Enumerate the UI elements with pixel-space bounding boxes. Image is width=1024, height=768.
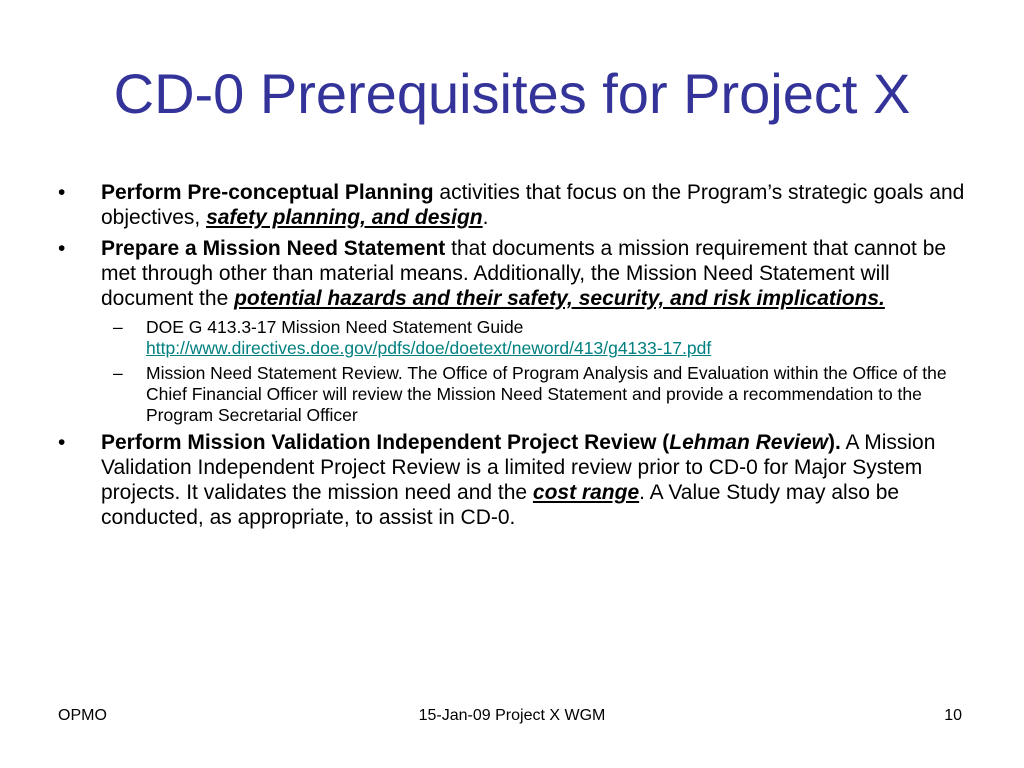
footer-page-number: 10 [944, 707, 962, 724]
bullet-text: activities that focus on the Program’s strategic goals and objectives, [101, 181, 965, 229]
emphasis-text: cost range [532, 481, 640, 504]
bullet-heading: Perform Mission Validation Independent Project Review ( [101, 431, 670, 454]
bullet-text-end: . [482, 206, 489, 229]
slide-body [58, 180, 970, 536]
bullet-marker: • [58, 181, 66, 204]
bullet-text: A Mission Validation Independent Project Review is a limited review prior to CD-0 for Major System projects. It validates the mission need and the [101, 431, 936, 504]
bullet-heading: Perform Pre-conceptual Planning [101, 181, 434, 204]
slide-title: CD-0 Prerequisites for Project X [113, 62, 911, 125]
subbullet-guide [58, 317, 970, 359]
subbullet-review [58, 363, 970, 426]
footer-date-event: 15-Jan-09 Project X WGM [418, 707, 606, 724]
subbullet-text: Mission Need Statement Review. The Office of Program Analysis and Evaluation within the Office of the Chief Financial Officer will review the Mission Need Statement and provide a recommendation to the Program Secretarial Officer [146, 363, 947, 425]
bullet-heading-end: ). [828, 431, 841, 454]
bullet-text-end: . A Value Study may also be conducted, as appropriate, to assist in CD-0. [101, 481, 900, 529]
bullet-marker: • [58, 431, 66, 454]
bullet-heading-italic: Lehman Review [669, 431, 829, 454]
bullet-mission-need-statement [58, 236, 970, 311]
subbullet-marker: – [113, 363, 123, 383]
emphasis-text: safety planning, and design [206, 206, 483, 229]
emphasis-text: potential hazards and their safety, security, and risk implications. [234, 287, 885, 310]
bullet-mission-validation [58, 430, 970, 530]
bullet-preconceptual-planning [58, 180, 970, 230]
subbullet-marker: – [113, 317, 123, 337]
bullet-heading: Prepare a Mission Need Statement [101, 237, 446, 260]
bullet-text: that documents a mission requirement that cannot be met through other than material means. Additionally, the Mission Need Statement will document the [101, 237, 947, 310]
footer-organization: OPMO [58, 707, 107, 724]
subbullet-text: DOE G 413.3-17 Mission Need Statement Guide [146, 317, 524, 337]
bullet-marker: • [58, 237, 66, 260]
guide-link[interactable]: http://www.directives.doe.gov/pdfs/doe/doetext/neword/413/g4133-17.pdf [146, 338, 712, 358]
